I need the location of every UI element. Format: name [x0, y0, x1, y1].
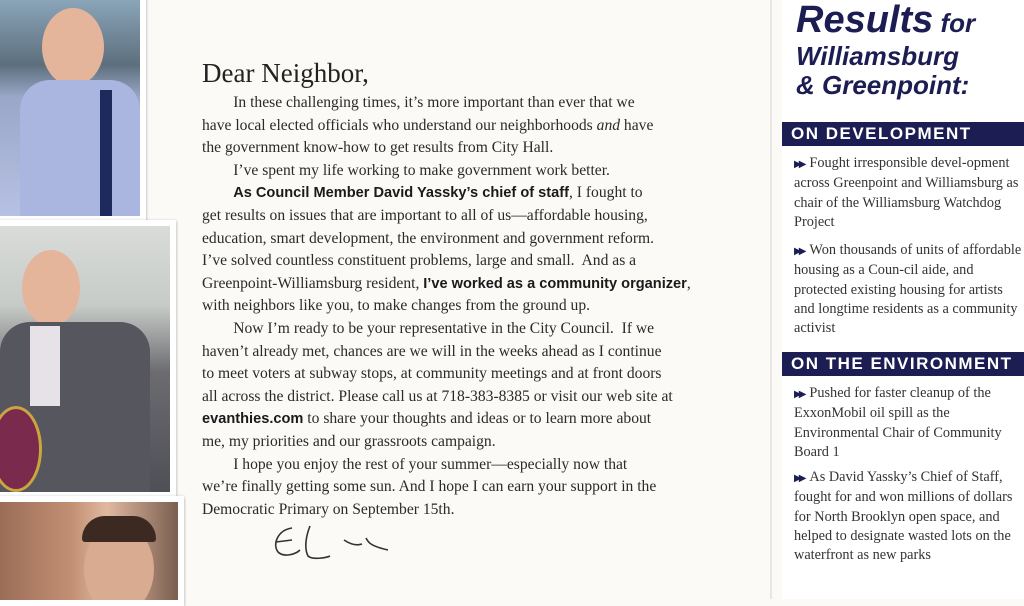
text-segment: education, smart development, the environment and government reform. [202, 229, 655, 247]
letter-line [202, 182, 762, 205]
letter [202, 58, 762, 521]
heading-for: for [933, 8, 976, 38]
letter-line [202, 318, 762, 341]
text-segment: haven’t already met, chances are we will in the weeks ahead as I continue [202, 342, 662, 360]
letter-line [202, 499, 762, 522]
letter-line [202, 363, 762, 386]
letter-line [202, 92, 762, 115]
text-segment: get results on issues that are important to all of us—affordable housing, [202, 206, 648, 224]
text-segment: with neighbors like you, to make changes from the ground up. [202, 297, 591, 315]
letter-line [202, 341, 762, 364]
text-segment: me, my priorities and our grassroots campaign. [202, 432, 496, 450]
text-segment: , [686, 274, 691, 292]
result-text: Pushed for faster cleanup of the ExxonMobil oil spill as the Environmental Chair of Community Board 1 [794, 385, 1002, 460]
letter-line [202, 454, 762, 477]
text-segment: Democratic Primary on September 15th. [202, 500, 455, 518]
letter-line [202, 386, 762, 409]
double-triangle-right-icon: ▶▶ [794, 389, 804, 400]
result-text: Fought irresponsible devel-opment across Greenpoint and Williamsburg as chair of the Williamsburg Watchdog Project [794, 155, 1019, 230]
letter-line [202, 228, 762, 251]
result-text: As David Yassky’s Chief of Staff, fought for and won millions of dollars for North Brooklyn open space, and helped to designate wasted lots on the waterfront as new parks [794, 469, 1013, 564]
results-sidebar [782, 0, 1024, 599]
text-segment: , I fought to [568, 184, 643, 202]
heading-results: Results [796, 0, 934, 41]
text-segment: the government know-how to get results from City Hall. [202, 139, 554, 157]
heading-greenpoint: & Greenpoint: [796, 70, 970, 100]
letter-line [202, 250, 762, 273]
result-item [794, 384, 1024, 462]
heading-williamsburg: Williamsburg [796, 41, 960, 71]
text-segment: have local elected officials who understand our neighborhoods [202, 116, 597, 134]
result-item [794, 241, 1024, 338]
column-divider [770, 0, 772, 599]
double-triangle-right-icon: ▶▶ [794, 246, 804, 257]
text-segment: and [596, 116, 621, 134]
result-item [794, 154, 1024, 232]
emphasis-text: As Council Member David Yassky’s chief of staff [233, 185, 569, 202]
text-segment: In these challenging times, it’s more important than ever that we [202, 94, 635, 111]
photo-candidate-speaking [0, 220, 176, 498]
emphasis-text: evanthies.com [202, 411, 304, 428]
letter-line [202, 205, 762, 228]
letter-line [202, 160, 762, 183]
letter-line [202, 476, 762, 499]
letter-body [202, 92, 762, 521]
emphasis-text: I’ve worked as a community organizer [423, 275, 687, 292]
letter-line [202, 137, 762, 160]
double-triangle-right-icon: ▶▶ [794, 159, 804, 170]
sidebar-heading [796, 0, 976, 100]
text-segment: Greenpoint-Williamsburg resident, [202, 274, 424, 292]
double-triangle-right-icon: ▶▶ [794, 473, 804, 484]
letter-line [202, 115, 762, 138]
letter-line [202, 295, 762, 318]
photo-candidate-handshake [0, 0, 146, 222]
text-segment: to meet voters at subway stops, at community meetings and at front doors [202, 365, 662, 383]
text-segment: to share your thoughts and ideas or to learn more about [303, 410, 652, 428]
letter-line [202, 408, 762, 431]
text-segment: Now I’m ready to be your representative in the City Council. If we [202, 319, 655, 337]
section-title-environment: ON THE ENVIRONMENT [782, 352, 1024, 376]
letter-line [202, 431, 762, 454]
text-segment: we’re finally getting some sun. And I hope I can earn your support in the [202, 478, 657, 496]
text-segment: all across the district. Please call us at 718-383-8385 or visit our web site at [202, 387, 673, 405]
letter-greeting: Dear Neighbor, [202, 58, 369, 88]
text-segment: I’ve solved countless constituent problems, large and small. And as a [202, 252, 637, 270]
section-title-development: ON DEVELOPMENT [782, 122, 1024, 146]
photo-candidate-portrait [0, 496, 184, 606]
text-segment: I’ve spent my life working to make government work better. [202, 161, 610, 179]
letter-line [202, 273, 762, 296]
signature [270, 522, 390, 567]
result-item [794, 468, 1024, 565]
text-segment: have [620, 116, 654, 134]
text-segment: I hope you enjoy the rest of your summer—especially now that [202, 455, 628, 473]
result-text: Won thousands of units of affordable housing as a Coun-cil aide, and protected existing housing for artists and longtime residents as a community activist [794, 242, 1022, 337]
text-segment [202, 184, 233, 201]
